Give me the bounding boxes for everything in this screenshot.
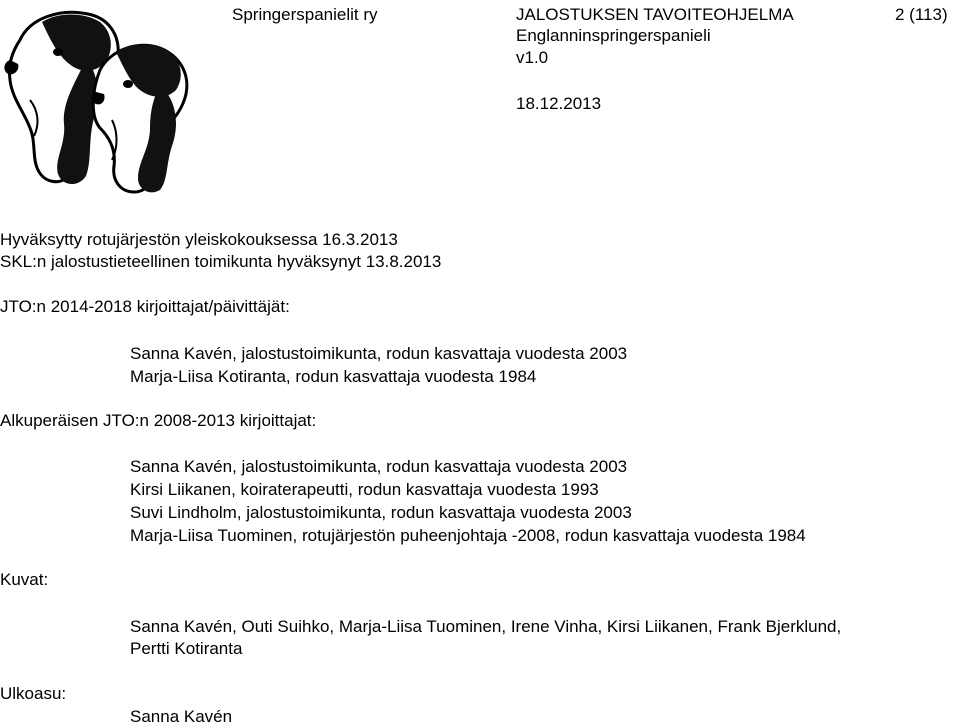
original-author-item: Kirsi Liikanen, koiraterapeutti, rodun kasvattaja vuodesta 1993 xyxy=(130,480,599,499)
approval-line-2: SKL:n jalostustieteellinen toimikunta hyväksynyt 13.8.2013 xyxy=(0,252,442,271)
layout-credit-name: Sanna Kavén xyxy=(130,707,233,726)
photo-credits-line-2: Pertti Kotiranta xyxy=(130,639,243,658)
approval-line-1: Hyväksytty rotujärjestön yleiskokouksessa 16.3.2013 xyxy=(0,230,398,249)
springer-spaniel-logo-icon xyxy=(0,0,200,195)
original-author-item: Marja-Liisa Tuominen, rotujärjestön puheenjohtaja -2008, rodun kasvattaja vuodesta 1984 xyxy=(130,526,806,545)
layout-label: Ulkoasu: xyxy=(0,684,67,703)
breed-name: Englanninspringerspanieli xyxy=(516,26,711,45)
document-title: JALOSTUKSEN TAVOITEOHJELMA xyxy=(516,5,794,24)
photo-credits-line-1: Sanna Kavén, Outi Suihko, Marja-Liisa Tuominen, Irene Vinha, Kirsi Liikanen, Frank Bjerklund, xyxy=(130,617,842,636)
page-number: 2 (113) xyxy=(895,5,948,24)
original-author-item: Suvi Lindholm, jalostustoimikunta, rodun kasvattaja vuodesta 2003 xyxy=(130,503,632,522)
document-date: 18.12.2013 xyxy=(516,94,602,113)
current-authors-heading: JTO:n 2014-2018 kirjoittajat/päivittäjät: xyxy=(0,297,290,316)
current-author-item: Marja-Liisa Kotiranta, rodun kasvattaja vuodesta 1984 xyxy=(130,367,537,386)
version-label: v1.0 xyxy=(516,48,549,67)
original-authors-heading: Alkuperäisen JTO:n 2008-2013 kirjoittajat: xyxy=(0,411,317,430)
photos-label: Kuvat: xyxy=(0,570,49,589)
original-author-item: Sanna Kavén, jalostustoimikunta, rodun kasvattaja vuodesta 2003 xyxy=(130,457,628,476)
current-author-item: Sanna Kavén, jalostustoimikunta, rodun kasvattaja vuodesta 2003 xyxy=(130,344,628,363)
organization-name: Springerspanielit ry xyxy=(232,5,378,24)
